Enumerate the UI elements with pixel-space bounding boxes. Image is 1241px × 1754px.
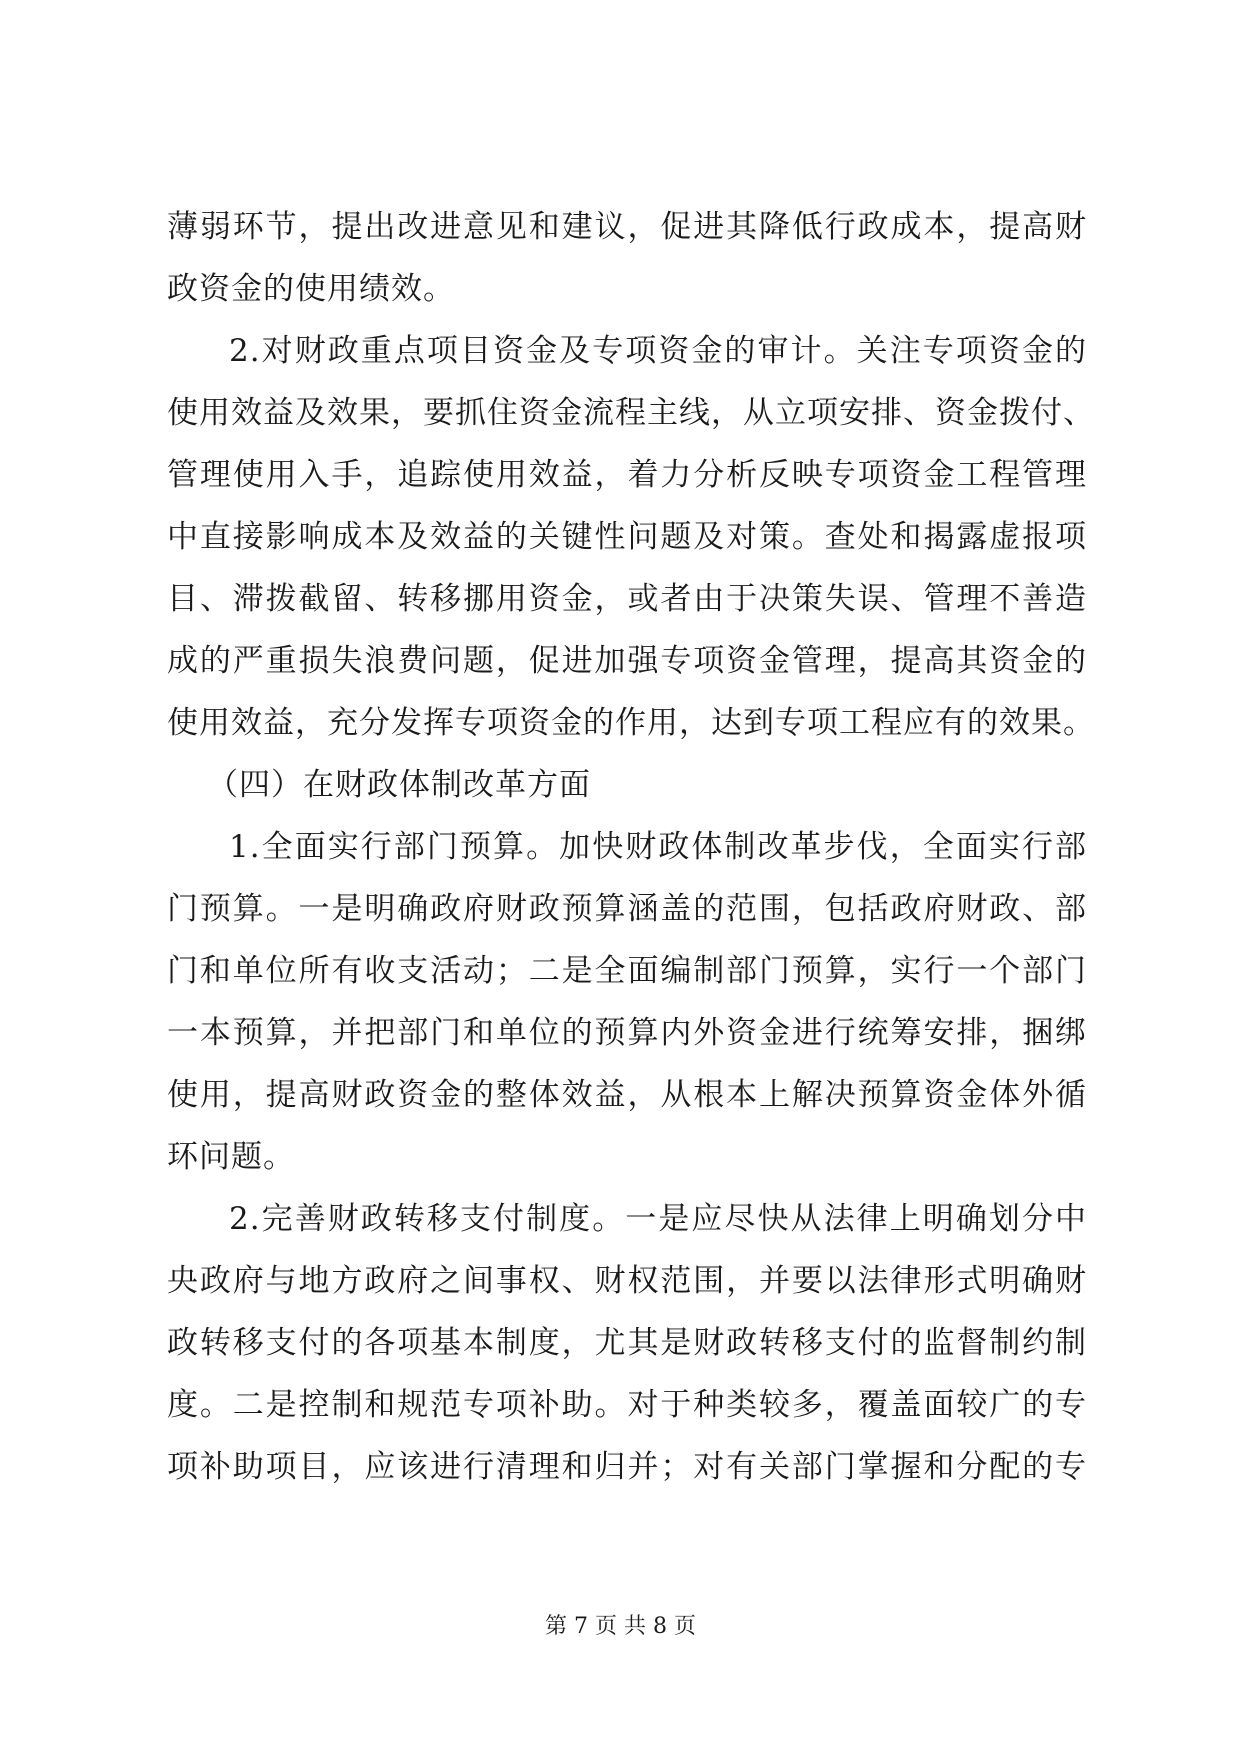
text-line: 门预算。一是明确政府财政预算涵盖的范围，包括政府财政、部 xyxy=(167,891,1087,927)
text-line: 使用效益，充分发挥专项资金的作用，达到专项工程应有的效果。 xyxy=(167,705,1095,741)
text-line: 门和单位所有收支活动；二是全面编制部门预算，实行一个部门 xyxy=(167,953,1087,989)
text-line: 使用，提高财政资金的整体效益，从根本上解决预算资金体外循 xyxy=(167,1077,1087,1113)
text-line: 管理使用入手，追踪使用效益，着力分析反映专项资金工程管理 xyxy=(167,457,1087,493)
page-number-footer: 第 7 页 共 8 页 xyxy=(545,1614,696,1639)
text-line: 2.完善财政转移支付制度。一是应尽快从法律上明确划分中 xyxy=(229,1201,1087,1237)
text-line: 政资金的使用绩效。 xyxy=(167,271,455,307)
text-line: 一本预算，并把部门和单位的预算内外资金进行统筹安排，捆绑 xyxy=(167,1015,1087,1051)
section-heading: （四）在财政体制改革方面 xyxy=(207,767,591,803)
text-line: 使用效益及效果，要抓住资金流程主线，从立项安排、资金拨付、 xyxy=(167,395,1095,431)
text-line: 薄弱环节，提出改进意见和建议，促进其降低行政成本，提高财 xyxy=(167,209,1087,245)
text-line: 目、滞拨截留、转移挪用资金，或者由于决策失误、管理不善造 xyxy=(167,581,1087,617)
text-line: 政转移支付的各项基本制度，尤其是财政转移支付的监督制约制 xyxy=(167,1325,1087,1361)
text-line: 环问题。 xyxy=(167,1139,295,1175)
text-line: 央政府与地方政府之间事权、财权范围，并要以法律形式明确财 xyxy=(167,1263,1087,1299)
text-line: 成的严重损失浪费问题，促进加强专项资金管理，提高其资金的 xyxy=(167,643,1087,679)
text-line: 度。二是控制和规范专项补助。对于种类较多，覆盖面较广的专 xyxy=(167,1387,1087,1423)
text-line: 2.对财政重点项目资金及专项资金的审计。关注专项资金的 xyxy=(229,333,1087,369)
text-line: 项补助项目，应该进行清理和归并；对有关部门掌握和分配的专 xyxy=(167,1449,1087,1485)
text-line: 中直接影响成本及效益的关键性问题及对策。查处和揭露虚报项 xyxy=(167,519,1087,555)
text-line: 1.全面实行部门预算。加快财政体制改革步伐，全面实行部 xyxy=(229,829,1087,865)
